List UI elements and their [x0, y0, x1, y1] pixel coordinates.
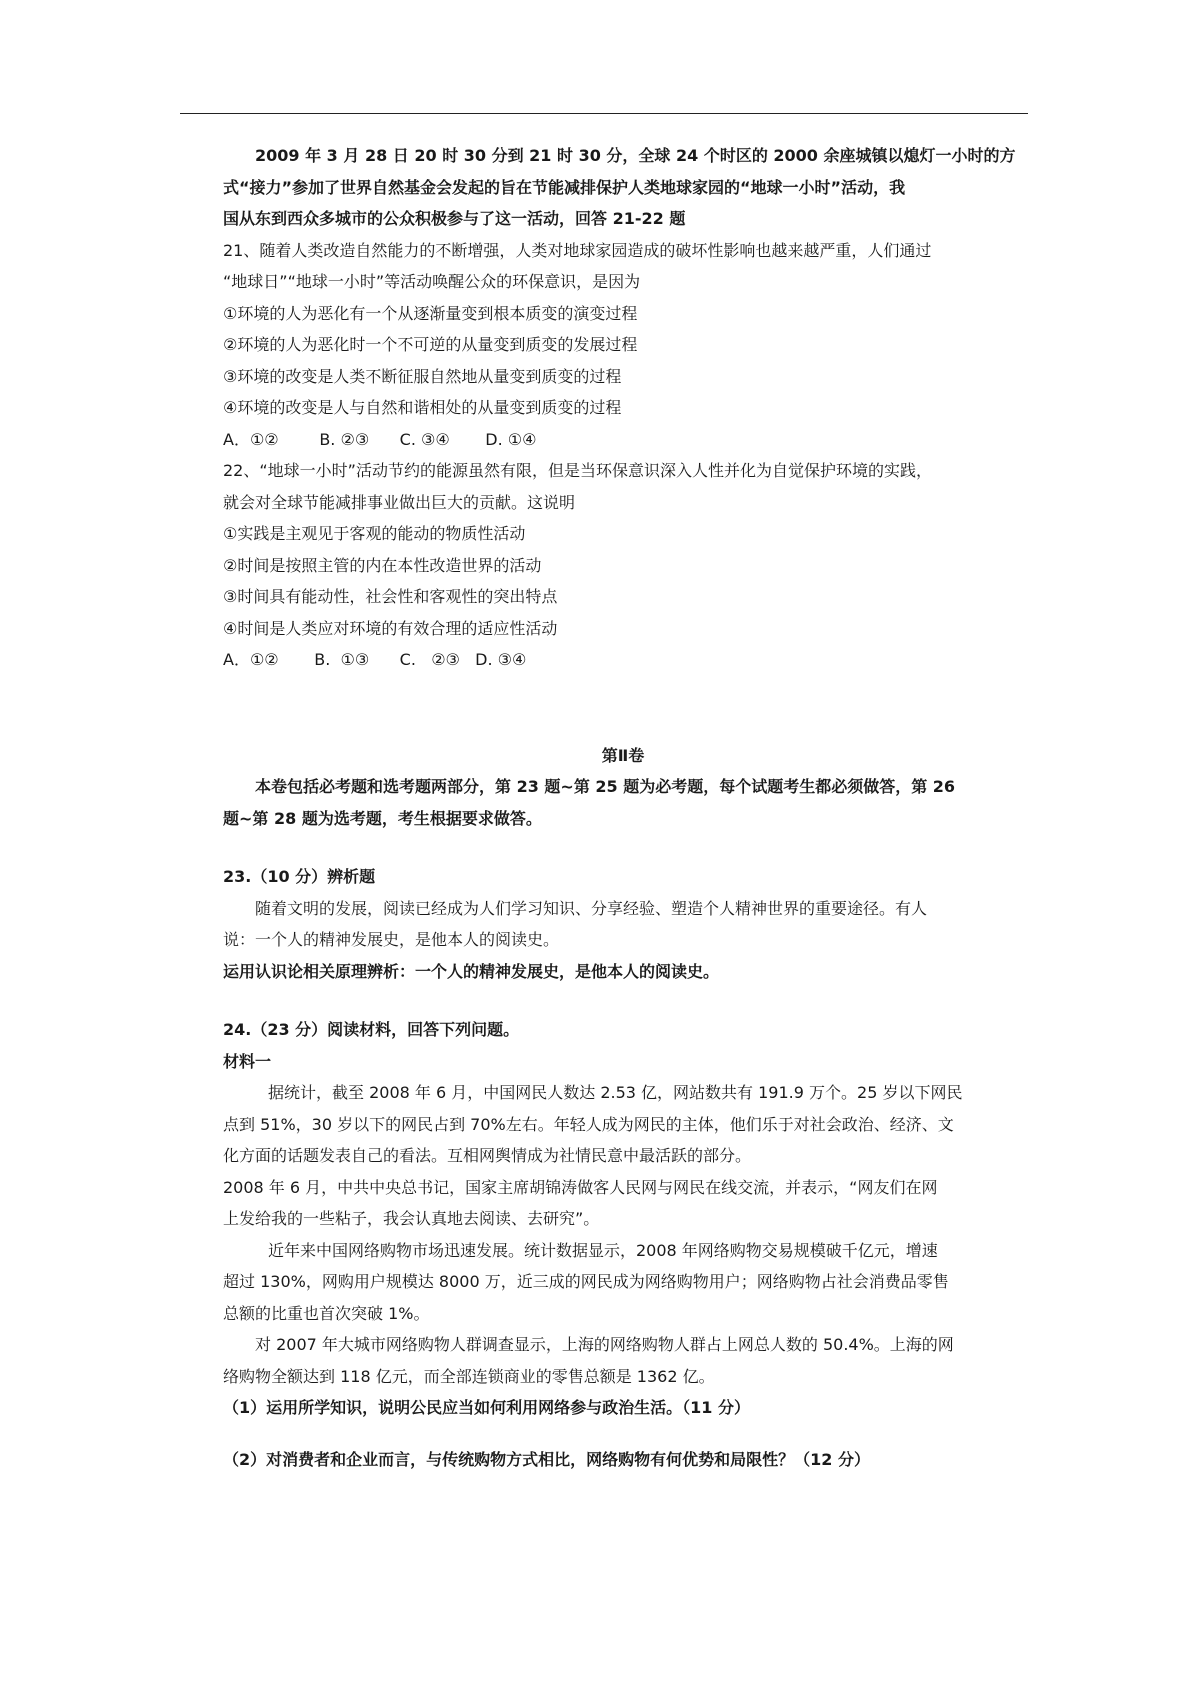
- material-label: 材料一: [223, 1051, 272, 1071]
- question-stem: 22、“地球一小时”活动节约的能源虽然有限，但是当环保意识深入人性并化为自觉保护环境的实践，: [223, 461, 932, 480]
- spacer: [223, 834, 1023, 861]
- statement-item: ④环境的改变是人与自然和谐相处的从量变到质变的过程: [223, 398, 622, 417]
- spacer: [223, 676, 1023, 740]
- material-text: 络购物全额达到 118 亿元，而全部连锁商业的零售总额是 1362 亿。: [223, 1366, 715, 1386]
- header-rule: [180, 113, 1028, 114]
- answer-choices: A．①② B. ②③ C. ③④ D. ①④: [223, 429, 537, 449]
- question-stem: 就会对全球节能减排事业做出巨大的贡献。这说明: [223, 492, 576, 512]
- sub-question: （1）运用所学知识，说明公民应当如何利用网络参与政治生活。（11 分）: [223, 1398, 750, 1417]
- material-text: 点到 51%，30 岁以下的网民占到 70%左右。年轻人成为网民的主体，他们乐于对社会政治、经济、文: [223, 1114, 954, 1134]
- question-stem: “地球日”“地球一小时”等活动唤醒公众的环保意识，是因为: [223, 272, 641, 291]
- statement-item: ①实践是主观见于客观的能动的物质性活动: [223, 524, 526, 543]
- question-24: [223, 1014, 1023, 1475]
- material-text: 总额的比重也首次突破 1%。: [223, 1303, 430, 1323]
- section-instructions: 本卷包括必考题和选考题两部分，第 23 题~第 25 题为必考题，每个试题考生都必须做答，第 26: [255, 777, 956, 796]
- part-two: [223, 740, 1023, 835]
- question-task: 运用认识论相关原理辨析：一个人的精神发展史，是他本人的阅读史。: [223, 961, 720, 981]
- sub-question: （2）对消费者和企业而言，与传统购物方式相比，网络购物有何优势和局限性？（12 分）: [223, 1449, 870, 1469]
- material-text: 上发给我的一些粘子，我会认真地去阅读、去研究”。: [223, 1209, 600, 1228]
- intro-line: 式“接力”参加了世界自然基金会发起的旨在节能减排保护人类地球家园的“地球一小时”活动，我: [223, 177, 906, 197]
- material-text: 近年来中国网络购物市场迅速发展。统计数据显示，2008 年网络购物交易规模破千亿元，增速: [268, 1240, 938, 1260]
- question-heading: 23.（10 分）辨析题: [223, 867, 376, 886]
- section-title: 第Ⅱ卷: [601, 745, 645, 765]
- section-instructions: 题~第 28 题为选考题，考生根据要求做答。: [223, 808, 542, 828]
- statement-item: ③时间具有能动性，社会性和客观性的突出特点: [223, 587, 558, 606]
- intro-passage: [223, 140, 1023, 235]
- question-21: [223, 235, 1023, 456]
- question-text: 随着文明的发展，阅读已经成为人们学习知识、分享经验、塑造个人精神世界的重要途径。有人: [255, 898, 928, 918]
- question-heading: 24.（23 分）阅读材料，回答下列问题。: [223, 1020, 520, 1039]
- exam-page: [223, 140, 1023, 1475]
- material-text: 据统计，截至 2008 年 6 月，中国网民人数达 2.53 亿，网站数共有 191.9 万个。25 岁以下网民: [268, 1083, 963, 1102]
- statement-item: ③环境的改变是人类不断征服自然地从量变到质变的过程: [223, 366, 622, 386]
- material-text: 化方面的话题发表自己的看法。互相网舆情成为社情民意中最活跃的部分。: [223, 1146, 752, 1165]
- material-text: 超过 130%，网购用户规模达 8000 万，近三成的网民成为网络购物用户；网络购物占社会消费品零售: [223, 1272, 949, 1291]
- question-text: 说：一个人的精神发展史，是他本人的阅读史。: [223, 930, 560, 949]
- question-22: [223, 455, 1023, 676]
- statement-item: ②环境的人为恶化时一个不可逆的从量变到质变的发展过程: [223, 335, 638, 354]
- material-text: 对 2007 年大城市网络购物人群调查显示，上海的网络购物人群占上网总人数的 50.4%。上海的网: [255, 1335, 954, 1354]
- statement-item: ④时间是人类应对环境的有效合理的适应性活动: [223, 618, 558, 638]
- statement-item: ②时间是按照主管的内在本性改造世界的活动: [223, 555, 542, 575]
- spacer: [223, 987, 1023, 1014]
- statement-item: ①环境的人为恶化有一个从逐渐量变到根本质变的演变过程: [223, 303, 638, 323]
- intro-line: 国从东到西众多城市的公众积极参与了这一活动，回答 21-22 题: [223, 209, 686, 228]
- question-stem: 21、随着人类改造自然能力的不断增强，人类对地球家园造成的破坏性影响也越来越严重，人们通过: [223, 240, 932, 260]
- question-23: [223, 861, 1023, 987]
- answer-choices: A．①② B. ①③ C. ②③ D. ③④: [223, 650, 527, 669]
- material-text: 2008 年 6 月，中共中央总书记，国家主席胡锦涛做客人民网与网民在线交流，并表示，“网友们在网: [223, 1177, 938, 1197]
- intro-line: 2009 年 3 月 28 日 20 时 30 分到 21 时 30 分，全球 24 个时区的 2000 余座城镇以熄灯一小时的方: [255, 146, 1016, 165]
